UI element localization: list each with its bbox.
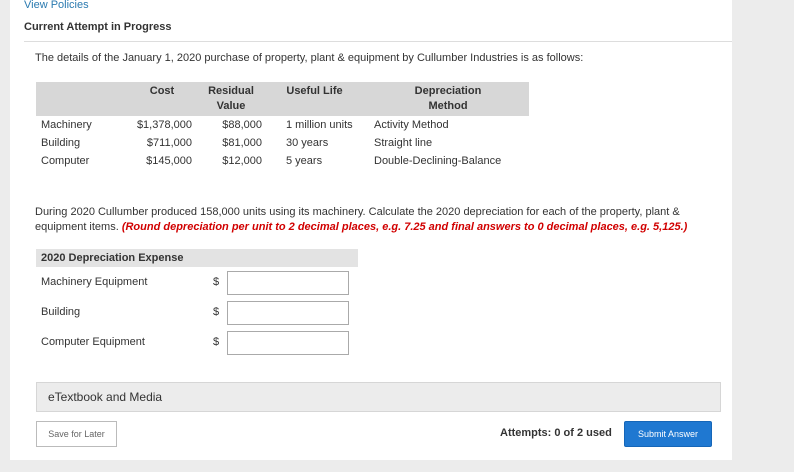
table-cell: Computer <box>41 155 90 167</box>
rounding-instruction: (Round depreciation per unit to 2 decimal places, e.g. 7.25 and final answers to 0 decimal places, e.g. 5,125.) <box>121 221 688 233</box>
table-cell: $145,000 <box>146 155 192 167</box>
depreciation-row-computer <box>36 331 358 355</box>
machinery-depreciation-input[interactable] <box>227 271 349 295</box>
property-table <box>36 82 529 170</box>
table-cell: 5 years <box>286 155 323 167</box>
table-cell: $1,378,000 <box>136 119 192 131</box>
table-header-cell <box>36 82 118 116</box>
attempt-status: Current Attempt in Progress <box>24 21 172 33</box>
table-cell: Double-Declining-Balance <box>374 155 502 167</box>
table-row <box>36 134 529 152</box>
table-cell: $88,000 <box>222 119 262 131</box>
table-cell: 30 years <box>286 137 329 149</box>
depreciation-panel <box>36 249 358 361</box>
etextbook-media-section[interactable]: eTextbook and Media <box>36 382 721 412</box>
currency-symbol: $ <box>213 336 220 348</box>
table-cell: $12,000 <box>222 155 262 167</box>
currency-symbol: $ <box>213 306 220 318</box>
table-header-row <box>36 82 529 116</box>
question-text <box>35 205 725 235</box>
divider <box>24 41 732 42</box>
table-cell: $81,000 <box>222 137 262 149</box>
question-page <box>10 0 732 460</box>
machinery-label: Machinery Equipment <box>41 276 148 288</box>
table-cell: Building <box>41 137 81 149</box>
table-row <box>36 152 529 170</box>
depreciation-title: 2020 Depreciation Expense <box>36 249 358 267</box>
computer-depreciation-input[interactable] <box>227 331 349 355</box>
intro-text: The details of the January 1, 2020 purchase of property, plant & equipment by Cullumber Industries is as follows: <box>35 52 584 64</box>
computer-label: Computer Equipment <box>41 336 145 348</box>
building-label: Building <box>41 306 81 318</box>
building-depreciation-input[interactable] <box>227 301 349 325</box>
question-body: During 2020 Cullumber produced 158,000 units using its machinery. Calculate the 2020 depreciation for each of the property, plant & equipment items. <box>35 206 680 233</box>
table-header-cell: Residual Value <box>192 82 262 116</box>
depreciation-row-building <box>36 301 358 325</box>
table-cell: Activity Method <box>374 119 449 131</box>
table-cell: Straight line <box>374 137 433 149</box>
submit-answer-button[interactable]: Submit Answer <box>624 421 712 447</box>
save-for-later-button[interactable]: Save for Later <box>36 421 117 447</box>
table-row <box>36 116 529 134</box>
table-header-cell: Depreciation Method <box>367 82 529 116</box>
view-policies-link[interactable]: View Policies <box>24 0 89 11</box>
currency-symbol: $ <box>213 276 220 288</box>
depreciation-row-machinery <box>36 271 358 295</box>
attempts-counter: Attempts: 0 of 2 used <box>500 427 612 439</box>
table-header-cell: Cost <box>118 82 192 116</box>
table-header-cell: Useful Life <box>262 82 367 116</box>
table-cell: $711,000 <box>146 137 192 149</box>
table-cell: Machinery <box>41 119 92 131</box>
table-cell: 1 million units <box>286 119 353 131</box>
